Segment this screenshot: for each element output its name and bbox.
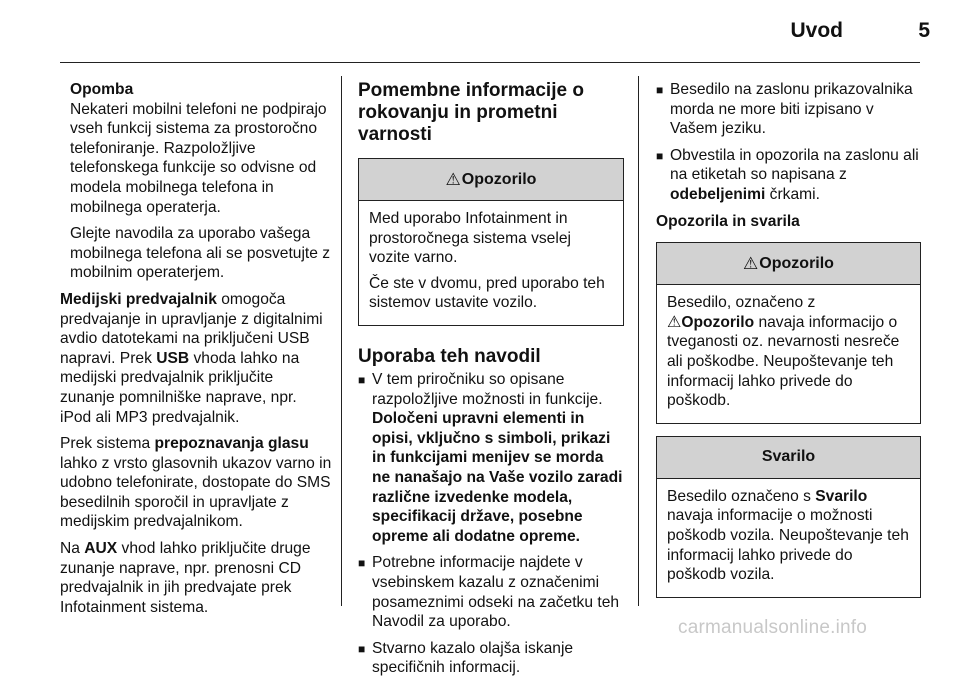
column-divider-1 <box>341 76 342 606</box>
media-player-paragraph <box>60 290 332 427</box>
warning-expl-text-b: navaja informacijo o tveganosti oz. nevarnosti nesreče ali poškodbe. Neupoštevanje teh informacij lahko privede do poškodb. <box>667 313 900 410</box>
warning-box-heading: Opozorilo <box>759 254 834 272</box>
bullet-3-text: Stvarno kazalo olajša iskanje specifičnih informacij. <box>372 639 574 677</box>
caution-text-a: Besedilo označeno s <box>667 487 816 505</box>
watermark: carmanualsonline.info <box>678 617 868 638</box>
warnings-subheading: Opozorila in svarila <box>656 212 800 230</box>
list-item <box>358 553 624 631</box>
caution-box <box>656 436 921 598</box>
bullet-square-icon: ■ <box>358 372 366 387</box>
note-paragraph-2: Glejte navodila za uporabo vašega mobilnega telefona ali se posvetujte z mobilnim operaterjem. <box>70 225 331 282</box>
warning-box-header <box>359 159 623 201</box>
voice-recognition-term: prepoznavanja glasu <box>154 435 309 453</box>
bullet-2-text: Potrebne informacije najdete v vsebinskem kazalu z označenimi posameznimi odseki na začetku teh Navodil za uporabo. <box>372 554 620 631</box>
column-2 <box>358 80 624 685</box>
usage-bullet-list <box>358 370 624 678</box>
bullet-1-bold: Določeni upravni elementi in opisi, vključno s simboli, prikazi in funkcijami menijev se morda ne nanašajo na Vaše vozilo zaradi različne izvedenke modela, specifikacij države, posebne opreme ali dodatne opreme. <box>372 410 623 545</box>
page-title: Uvod <box>790 19 843 42</box>
note-paragraph-1: Nekateri mobilni telefoni ne podpirajo vseh funkcij sistema za prostoročno telefoniranje. Razpoložljive telefonskega funkcije so odvisne od modela mobilnega telefona in mobilnega operaterja. <box>70 100 327 216</box>
warning-triangle-icon: ⚠ <box>445 169 461 189</box>
page-number: 5 <box>918 19 930 42</box>
aux-term: AUX <box>84 540 118 558</box>
usb-term: USB <box>156 349 190 367</box>
caution-box-body <box>657 479 920 597</box>
col3-bullet-1-text: Besedilo na zaslonu prikazovalnika morda ne more biti izpisano v Vašem jeziku. <box>670 81 913 138</box>
caution-box-heading: Svarilo <box>761 448 816 466</box>
caution-paragraph <box>667 487 910 585</box>
note-heading: Opomba <box>70 81 134 98</box>
bullet-1-text: V tem priročniku so opisane razpoložljive možnosti in funkcije. <box>372 370 603 408</box>
list-item <box>358 370 624 546</box>
media-player-text-a: omogoča predvajanje in upravljanje z digitalnimi avdio datotekami na priključeni USB napravi. Prek <box>60 290 323 367</box>
aux-text-a: Na <box>60 540 85 558</box>
header-rule <box>60 62 920 63</box>
column-divider-2 <box>638 76 639 606</box>
warning-box-header <box>657 243 920 285</box>
list-item <box>656 146 921 205</box>
caution-box-header <box>657 437 920 479</box>
column-1 <box>60 80 332 624</box>
list-item <box>656 80 921 139</box>
warning-box-safety <box>358 158 624 326</box>
warning-explanation-paragraph <box>667 293 910 411</box>
col3-bullet-2-bold: odebeljenimi <box>670 185 766 203</box>
usage-section-title: Uporaba teh navodil <box>358 345 541 367</box>
warning-box-explanation <box>656 242 921 424</box>
warning-triangle-icon: ⚠ <box>667 313 682 331</box>
voice-text-a: Prek sistema <box>60 435 155 453</box>
warning-paragraph-1: Med uporabo Infotainment in prostoročnega sistema vselej vozite varno. <box>369 210 571 267</box>
warning-paragraph-2: Če ste v dvomu, pred uporabo teh sistemov ustavite vozilo. <box>369 274 605 312</box>
warning-box-body <box>359 201 623 325</box>
caution-bold: Svarilo <box>815 487 868 505</box>
bullet-square-icon: ■ <box>358 641 366 656</box>
warning-expl-bold: Opozorilo <box>681 313 755 331</box>
voice-recognition-paragraph <box>60 434 332 532</box>
voice-text-b: lahko z vrsto glasovnih ukazov varno in udobno telefonirate, dostopate do SMS besedilnih sporočil in upravljate z medijskim predvajalnikom. <box>60 454 332 531</box>
aux-text-b: vhod lahko priključite druge zunanje naprave, npr. prenosni CD predvajalnik in jih predvajate prek Infotainment sistema. <box>60 540 311 616</box>
col3-bullet-2-text-a: Obvestila in opozorila na zaslonu ali na etiketah so napisana z <box>670 146 919 184</box>
warning-expl-text-a: Besedilo, označeno z <box>667 294 816 312</box>
bullet-square-icon: ■ <box>656 148 664 163</box>
safety-section-title: Pomembne informacije o rokovanju in prometni varnosti <box>358 80 584 145</box>
display-bullet-list <box>656 80 921 205</box>
warning-box-heading: Opozorilo <box>461 170 537 188</box>
col3-bullet-2-text-b: črkami. <box>765 185 820 203</box>
media-player-text-b: vhoda lahko na medijski predvajalnik priključite zunanje pomnilniške naprave, npr. iPod ali MP3 predvajalnik. <box>60 349 300 426</box>
media-player-term: Medijski predvajalnik <box>60 290 217 308</box>
list-item <box>358 639 624 678</box>
caution-text-b: navaja informacije o možnosti poškodb vozila. Neupoštevanje teh informacij lahko privede do poškodb vozila. <box>667 507 909 584</box>
warning-box-body <box>657 285 920 423</box>
bullet-square-icon: ■ <box>358 556 366 571</box>
column-3 <box>656 80 921 608</box>
warning-triangle-icon: ⚠ <box>743 253 759 273</box>
bullet-square-icon: ■ <box>656 83 664 97</box>
aux-paragraph <box>60 539 332 617</box>
